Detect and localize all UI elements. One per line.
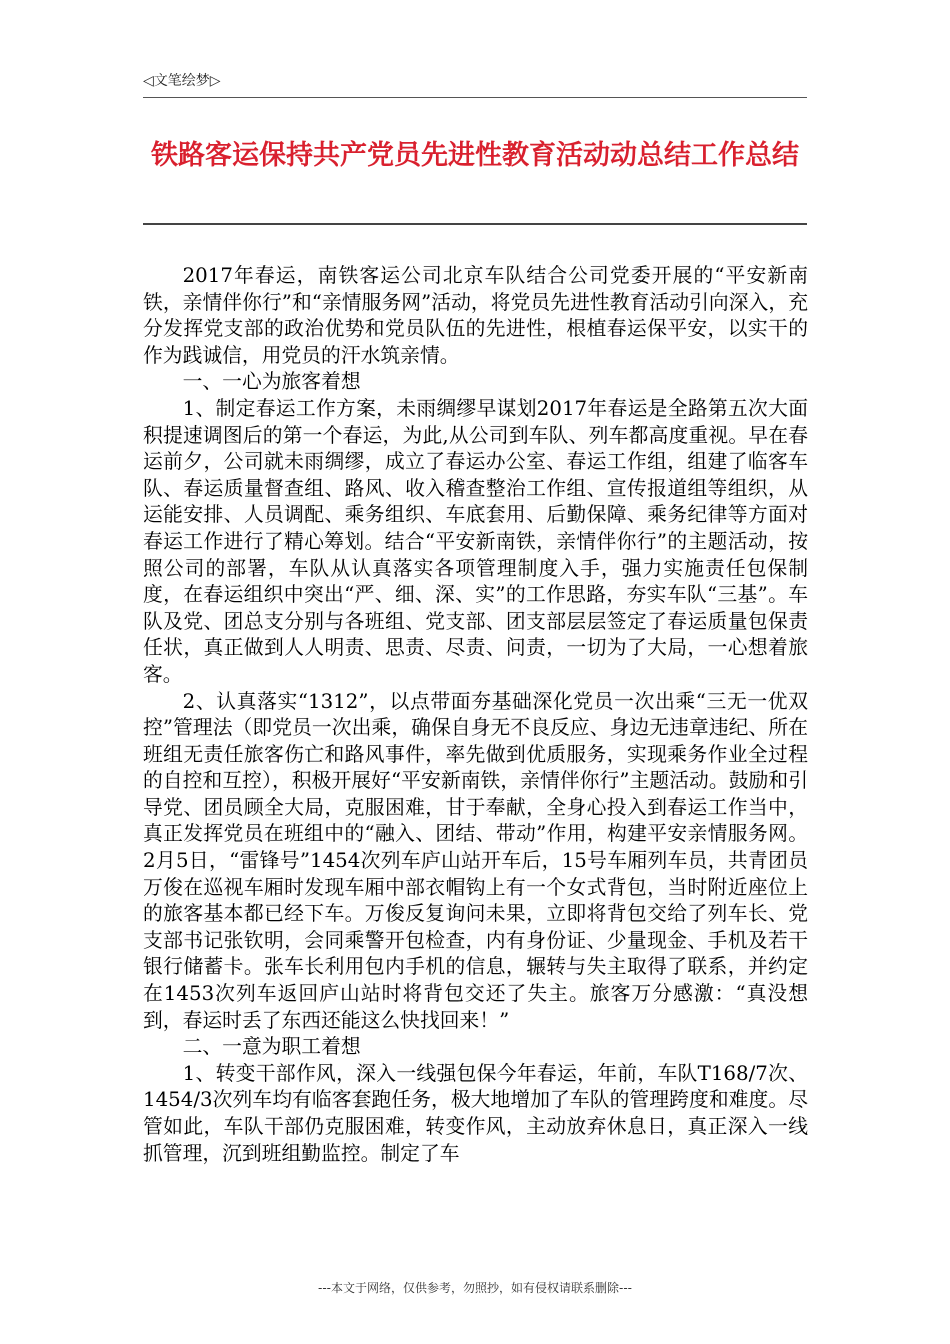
title-divider xyxy=(143,223,807,225)
paragraph-1-1: 1、制定春运工作方案，未雨绸缪早谋划2017年春运是全路第五次大面积提速调图后的第一个春运，为此,从公司到车队、列车都高度重视。早在春运前夕，公司就未雨绸缪，成立了春运办公室、春运工作组，组建了临客车队、春运质量督查组、路风、收入稽查整治工作组、宣传报道组等组织，从运能安排、人员调配、乘务组织、车底套用、后勤保障、乘务纪律等方面对春运工作进行了精心筹划。结合“平安新南铁，亲情伴你行”的主题活动，按照公司的部署，车队从认真落实各项管理制度入手，强力实施责任包保制度，在春运组织中突出“严、细、深、实”的工作思路，夯实车队“三基”。车队及党、团总支分别与各班组、党支部、团支部层层签定了春运质量包保责任状，真正做到人人明责、思责、尽责、问责，一切为了大局，一心想着旅客。 xyxy=(143,396,808,686)
section-heading-2: 二、一意为职工着想 xyxy=(182,1035,361,1059)
document-title: 铁路客运保持共产党员先进性教育活动动总结工作总结 xyxy=(151,140,799,171)
paragraph-1-2: 2、认真落实“1312”，以点带面夯基础深化党员一次出乘“三无一优双控”管理法（即党员一次出乘，确保自身无不良反应、身边无违章违纪、所在班组无责任旅客伤亡和路风事件，率先做到优质服务，实现乘务作业全过程的自控和互控），积极开展好“平安新南铁，亲情伴你行”主题活动。鼓励和引导党、团员顾全大局，克服困难，甘于奉献，全身心投入到春运工作当中，真正发挥党员在班组中的“融入、团结、带动”作用，构建平安亲情服务网。2月5日，“雷锋号”1454次列车庐山站开车后，15号车厢列车员，共青团员万俊在巡视车厢时发现车厢中部衣帽钩上有一个女式背包，当时附近座位上的旅客基本都已经下车。万俊反复询问未果，立即将背包交给了列车长、党支部书记张钦明，会同乘警开包检查，内有身份证、少量现金、手机及若干银行储蓄卡。张车长利用包内手机的信息，辗转与失主取得了联系，并约定在1453次列车返回庐山站时将背包交还了失主。旅客万分感激：“真没想到，春运时丢了东西还能这么快找回来！” xyxy=(143,689,808,1032)
document-body xyxy=(143,263,808,1167)
page-footer: ---本文于网络，仅供参考，勿照抄，如有侵权请联系删除--- xyxy=(318,1281,632,1295)
paragraph-2-1: 1、转变干部作风，深入一线强包保今年春运，年前，车队T168/7次、1454/3次列车均有临客套跑任务，极大地增加了车队的管理跨度和难度。尽管如此，车队干部仍克服困难，转变作风，主动放弃休息日，真正深入一线抓管理，沉到班组勤监控。制定了车 xyxy=(143,1061,808,1165)
header-divider xyxy=(143,97,807,98)
paragraph-intro: 2017年春运，南铁客运公司北京车队结合公司党委开展的“平安新南铁，亲情伴你行”和“亲情服务网”活动，将党员先进性教育活动引向深入，充分发挥党支部的政治优势和党员队伍的先进性，根植春运保平安，以实干的作为践诚信，用党员的汗水筑亲情。 xyxy=(143,264,808,367)
page-header: ◁文笔绘梦▷ xyxy=(143,73,221,89)
section-heading-1: 一、一心为旅客着想 xyxy=(182,370,361,394)
